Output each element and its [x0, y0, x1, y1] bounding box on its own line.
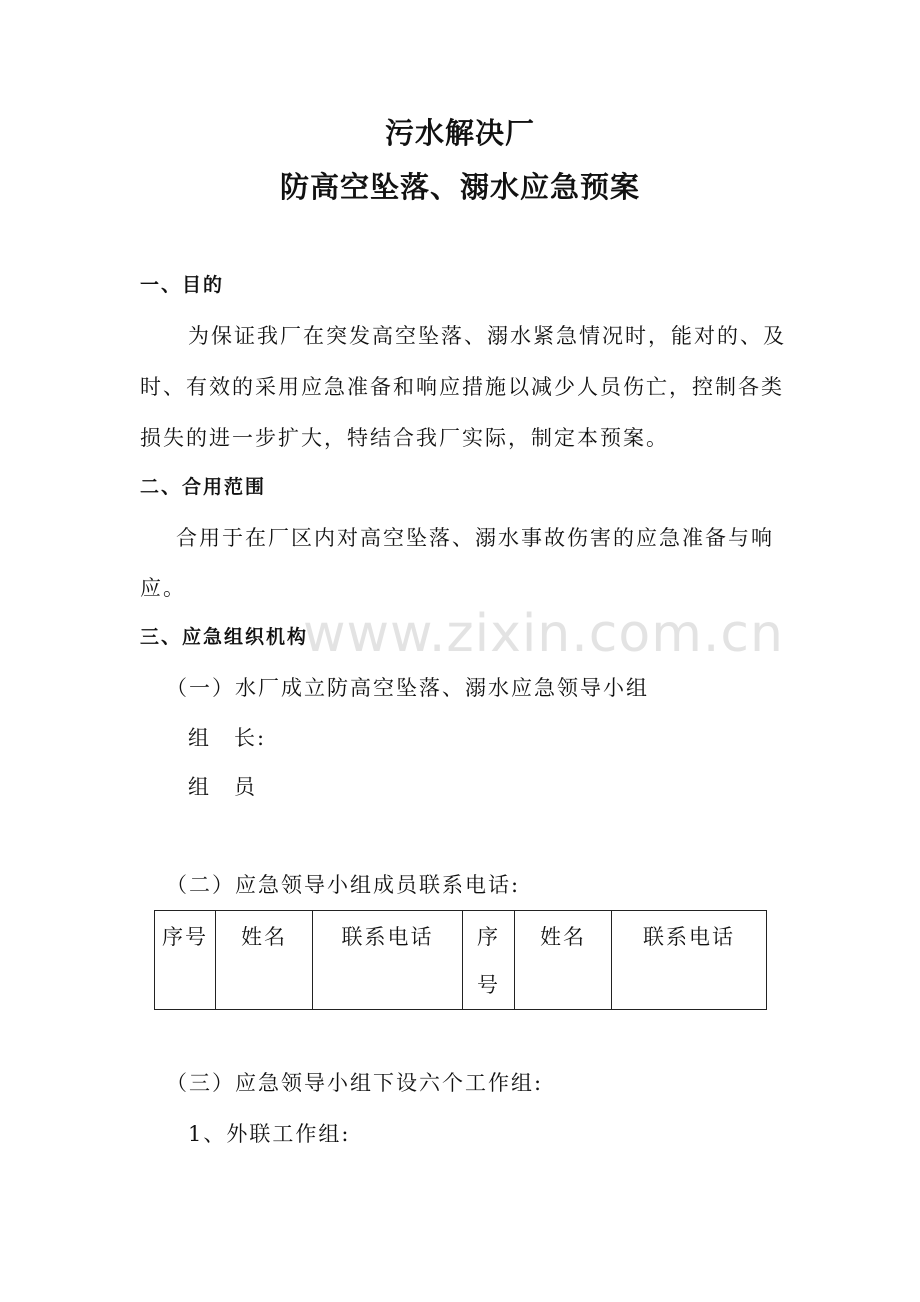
purpose-paragraph-line: 损失的进一步扩大，特结合我厂实际，制定本预案。 — [140, 426, 669, 450]
section-heading-purpose: 一、目的 — [140, 274, 225, 296]
contacts-table — [154, 910, 767, 1010]
purpose-paragraph-line: 为保证我厂在突发高空坠落、溺水紧急情况时，能对的、及 — [188, 324, 786, 348]
header-seq-no: 序号 — [155, 911, 216, 1010]
subsection-leadership-group: （一）水厂成立防高空坠落、溺水应急领导小组 — [166, 676, 649, 700]
table-header-row — [155, 911, 767, 1010]
purpose-paragraph-line: 时、有效的采用应急准备和响应措施以减少人员伤亡，控制各类 — [140, 375, 784, 399]
work-group-item-liaison: 1、外联工作组: — [188, 1122, 351, 1146]
subsection-work-groups: （三）应急领导小组下设六个工作组: — [166, 1071, 544, 1095]
watermark: www.zixin.com.cn — [303, 604, 784, 664]
header-name: 姓名 — [515, 911, 612, 1010]
header-name: 姓名 — [216, 911, 313, 1010]
subsection-contact-phones: （二）应急领导小组成员联系电话: — [166, 873, 521, 897]
document-subtitle: 防高空坠落、溺水应急预案 — [279, 170, 640, 204]
document-title: 污水解决厂 — [384, 116, 535, 150]
group-leader-label: 组 长: — [188, 726, 267, 750]
scope-paragraph-line: 合用于在厂区内对高空坠落、溺水事故伤害的应急准备与响 — [176, 526, 774, 550]
header-phone: 联系电话 — [313, 911, 463, 1010]
section-heading-organization: 三、应急组织机构 — [140, 626, 309, 648]
scope-paragraph-line: 应。 — [140, 576, 186, 600]
header-seq-no: 序号 — [463, 911, 515, 1010]
section-heading-scope: 二、合用范围 — [140, 476, 267, 498]
header-phone: 联系电话 — [612, 911, 767, 1010]
group-members-label: 组 员 — [188, 775, 257, 799]
